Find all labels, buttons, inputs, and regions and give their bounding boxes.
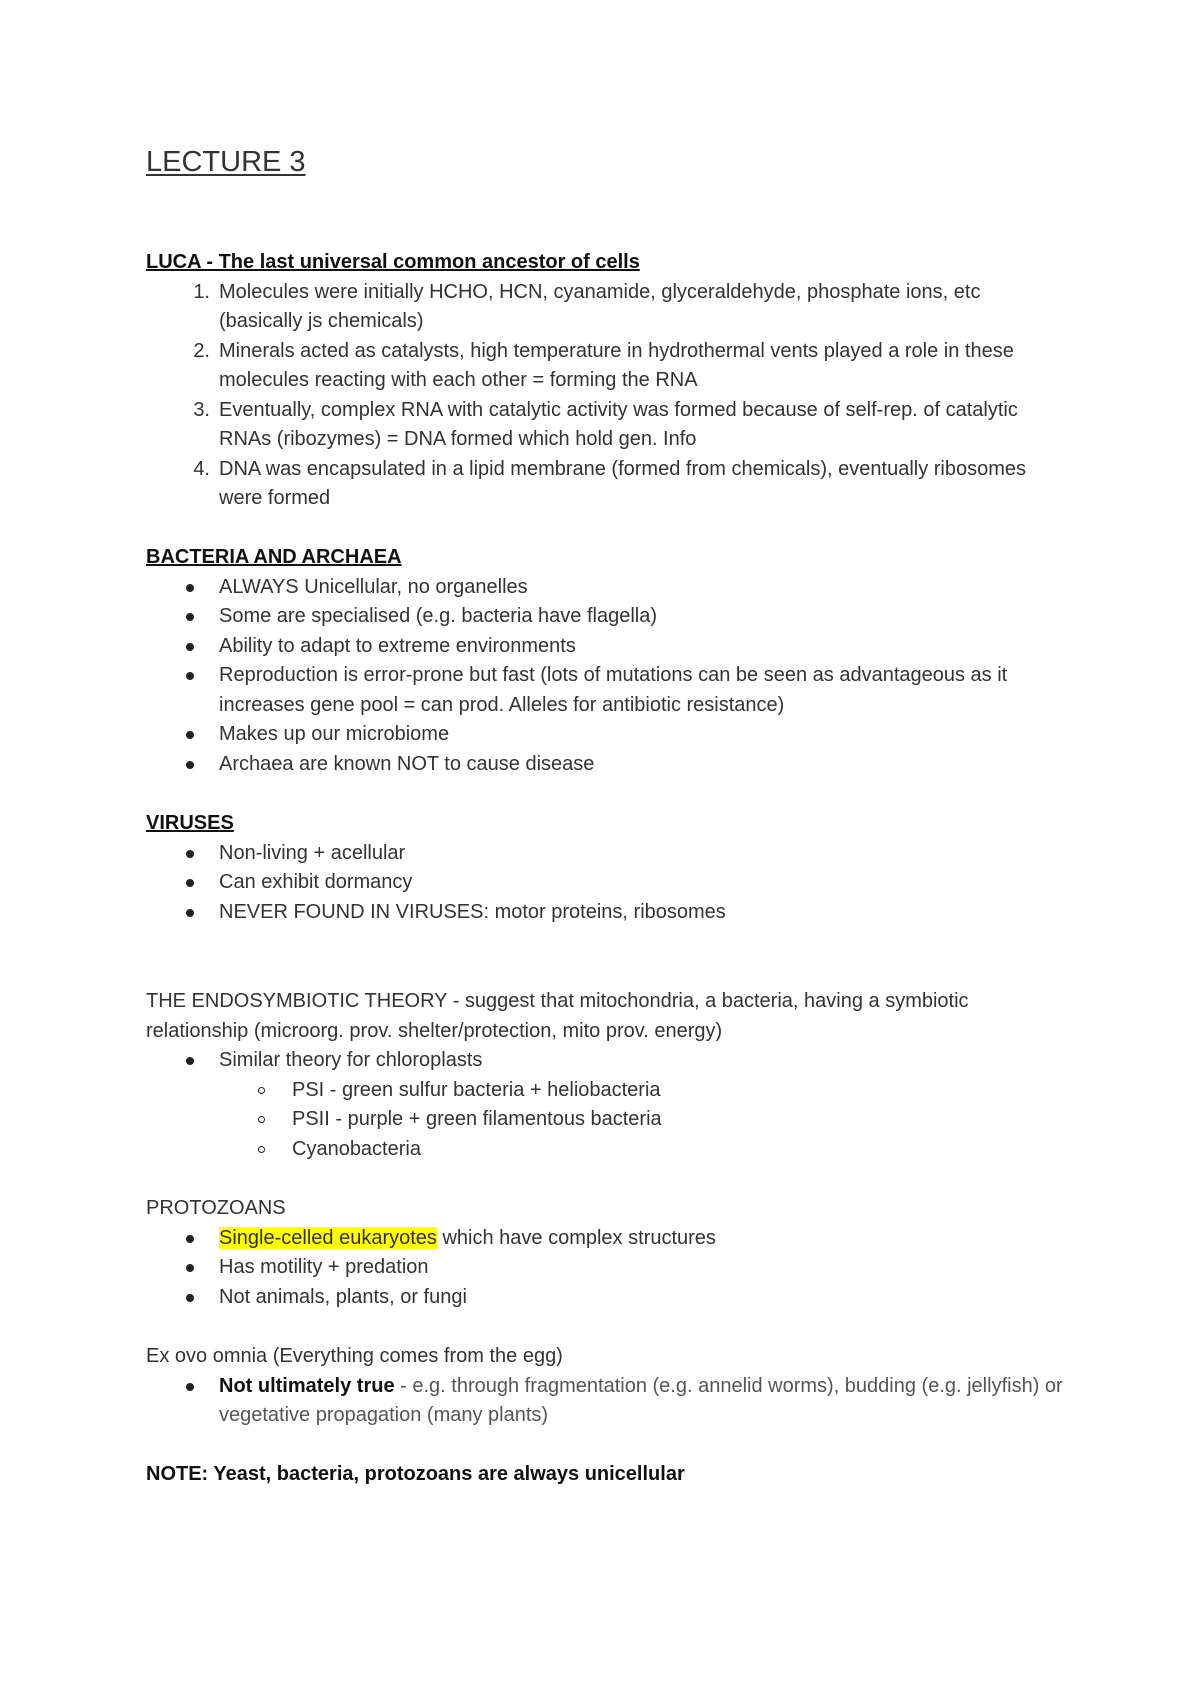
sublist-item xyxy=(146,1076,1066,1106)
list-item xyxy=(146,1372,1066,1431)
list-item-text: Reproduction is error-prone but fast (lots of mutations can be seen as advantageous as it increases gene pool = can prod. Alleles for antibiotic resistance) xyxy=(219,664,1008,716)
luca-list xyxy=(146,278,1066,514)
section-endosymbiotic xyxy=(146,987,1066,1164)
sublist-item-text: PSII - purple + green filamentous bacteria xyxy=(292,1108,662,1130)
chloroplast-sublist xyxy=(146,1076,1066,1165)
bullet-icon xyxy=(186,1383,194,1391)
list-number: 2. xyxy=(193,339,210,362)
bullet-icon xyxy=(186,1294,194,1302)
list-item-text: NEVER FOUND IN VIRUSES: motor proteins, ribosomes xyxy=(219,900,726,923)
bacteria-list xyxy=(146,573,1066,780)
endosymbiotic-list xyxy=(146,1046,1066,1076)
section-luca xyxy=(146,248,1066,514)
list-item-text: Can exhibit dormancy xyxy=(219,871,413,893)
bullet-icon xyxy=(186,1235,194,1243)
list-item-text: Similar theory for chloroplasts xyxy=(219,1049,483,1071)
list-item-text: Molecules were initially HCHO, HCN, cyanamide, glyceraldehyde, phosphate ions, etc (basically js chemicals) xyxy=(219,280,981,332)
section-bacteria-archaea xyxy=(146,543,1066,779)
list-item-text: which have complex structures xyxy=(436,1226,716,1249)
list-item xyxy=(146,868,1066,898)
sublist-item-text: PSI - green sulfur bacteria + heliobacteria xyxy=(292,1078,661,1101)
list-item xyxy=(146,1253,1066,1283)
bold-text: Not ultimately true xyxy=(219,1374,395,1397)
bullet-icon xyxy=(186,850,194,858)
list-item xyxy=(146,337,1066,396)
section-viruses xyxy=(146,809,1066,927)
list-item xyxy=(146,632,1066,662)
list-item-text: Not animals, plants, or fungi xyxy=(219,1285,467,1308)
list-item xyxy=(146,839,1066,869)
list-item xyxy=(146,750,1066,780)
sublist-item-text: Cyanobacteria xyxy=(292,1137,421,1160)
list-number: 1. xyxy=(193,280,210,303)
list-item-text: Eventually, complex RNA with catalytic activity was formed because of self-rep. of catalytic RNAs (ribozymes) = DNA formed which hold gen. Info xyxy=(219,398,1018,450)
list-item xyxy=(146,1046,1066,1076)
list-item-text: Some are specialised (e.g. bacteria have flagella) xyxy=(219,605,658,627)
bullet-icon xyxy=(186,879,194,887)
list-number: 4. xyxy=(193,457,210,480)
viruses-list xyxy=(146,839,1066,928)
list-item xyxy=(146,1283,1066,1313)
list-item-text: Minerals acted as catalysts, high temperature in hydrothermal vents played a role in these molecules reacting with each other = forming the RNA xyxy=(219,339,1014,391)
bullet-icon xyxy=(186,672,194,680)
bullet-icon xyxy=(186,1264,194,1272)
list-item-text: Ability to adapt to extreme environments xyxy=(219,634,576,657)
viruses-heading: VIRUSES xyxy=(146,812,234,834)
list-item-text: ALWAYS Unicellular, no organelles xyxy=(219,575,528,598)
list-item-text: - e.g. through fragmentation (e.g. annelid worms), budding (e.g. jellyfish) or vegetative propagation (many plants) xyxy=(219,1374,1063,1426)
endosymbiotic-paragraph: THE ENDOSYMBIOTIC THEORY - suggest that mitochondria, a bacteria, having a symbiotic relationship (microorg. prov. shelter/protection, mito prov. energy) xyxy=(146,990,969,1042)
list-item xyxy=(146,720,1066,750)
hollow-bullet-icon xyxy=(258,1146,265,1153)
section-ex-ovo xyxy=(146,1342,1066,1431)
sublist-item xyxy=(146,1135,1066,1165)
bullet-icon xyxy=(186,584,194,592)
list-item-text: DNA was encapsulated in a lipid membrane (formed from chemicals), eventually ribosomes were formed xyxy=(219,457,1027,509)
list-item xyxy=(146,898,1066,928)
protozoans-list xyxy=(146,1224,1066,1313)
list-item xyxy=(146,455,1066,514)
luca-heading: LUCA - The last universal common ancestor of cells xyxy=(146,251,640,273)
list-item xyxy=(146,1224,1066,1254)
bullet-icon xyxy=(186,643,194,651)
hollow-bullet-icon xyxy=(258,1087,265,1094)
list-item-text: Has motility + predation xyxy=(219,1256,429,1278)
page-title: LECTURE 3 xyxy=(146,146,306,178)
list-number: 3. xyxy=(193,398,210,421)
list-item xyxy=(146,278,1066,337)
protozoans-heading: PROTOZOANS xyxy=(146,1197,286,1219)
highlighted-text: Single-celled eukaryotes xyxy=(219,1226,437,1249)
note-text: NOTE: Yeast, bacteria, protozoans are always unicellular xyxy=(146,1463,685,1485)
list-item xyxy=(146,602,1066,632)
list-item-text: Makes up our microbiome xyxy=(219,723,450,745)
ex-ovo-heading: Ex ovo omnia (Everything comes from the egg) xyxy=(146,1345,563,1367)
section-protozoans xyxy=(146,1194,1066,1312)
bullet-icon xyxy=(186,731,194,739)
list-item xyxy=(146,396,1066,455)
list-item-text: Archaea are known NOT to cause disease xyxy=(219,752,595,775)
bacteria-heading: BACTERIA AND ARCHAEA xyxy=(146,546,402,568)
bullet-icon xyxy=(186,1057,194,1065)
list-item xyxy=(146,661,1066,720)
list-item xyxy=(146,573,1066,603)
section-note xyxy=(146,1460,1066,1490)
bullet-icon xyxy=(186,613,194,621)
list-item-text: Non-living + acellular xyxy=(219,841,406,864)
ex-ovo-list xyxy=(146,1372,1066,1431)
sublist-item xyxy=(146,1105,1066,1135)
bullet-icon xyxy=(186,761,194,769)
hollow-bullet-icon xyxy=(258,1116,265,1123)
bullet-icon xyxy=(186,909,194,917)
